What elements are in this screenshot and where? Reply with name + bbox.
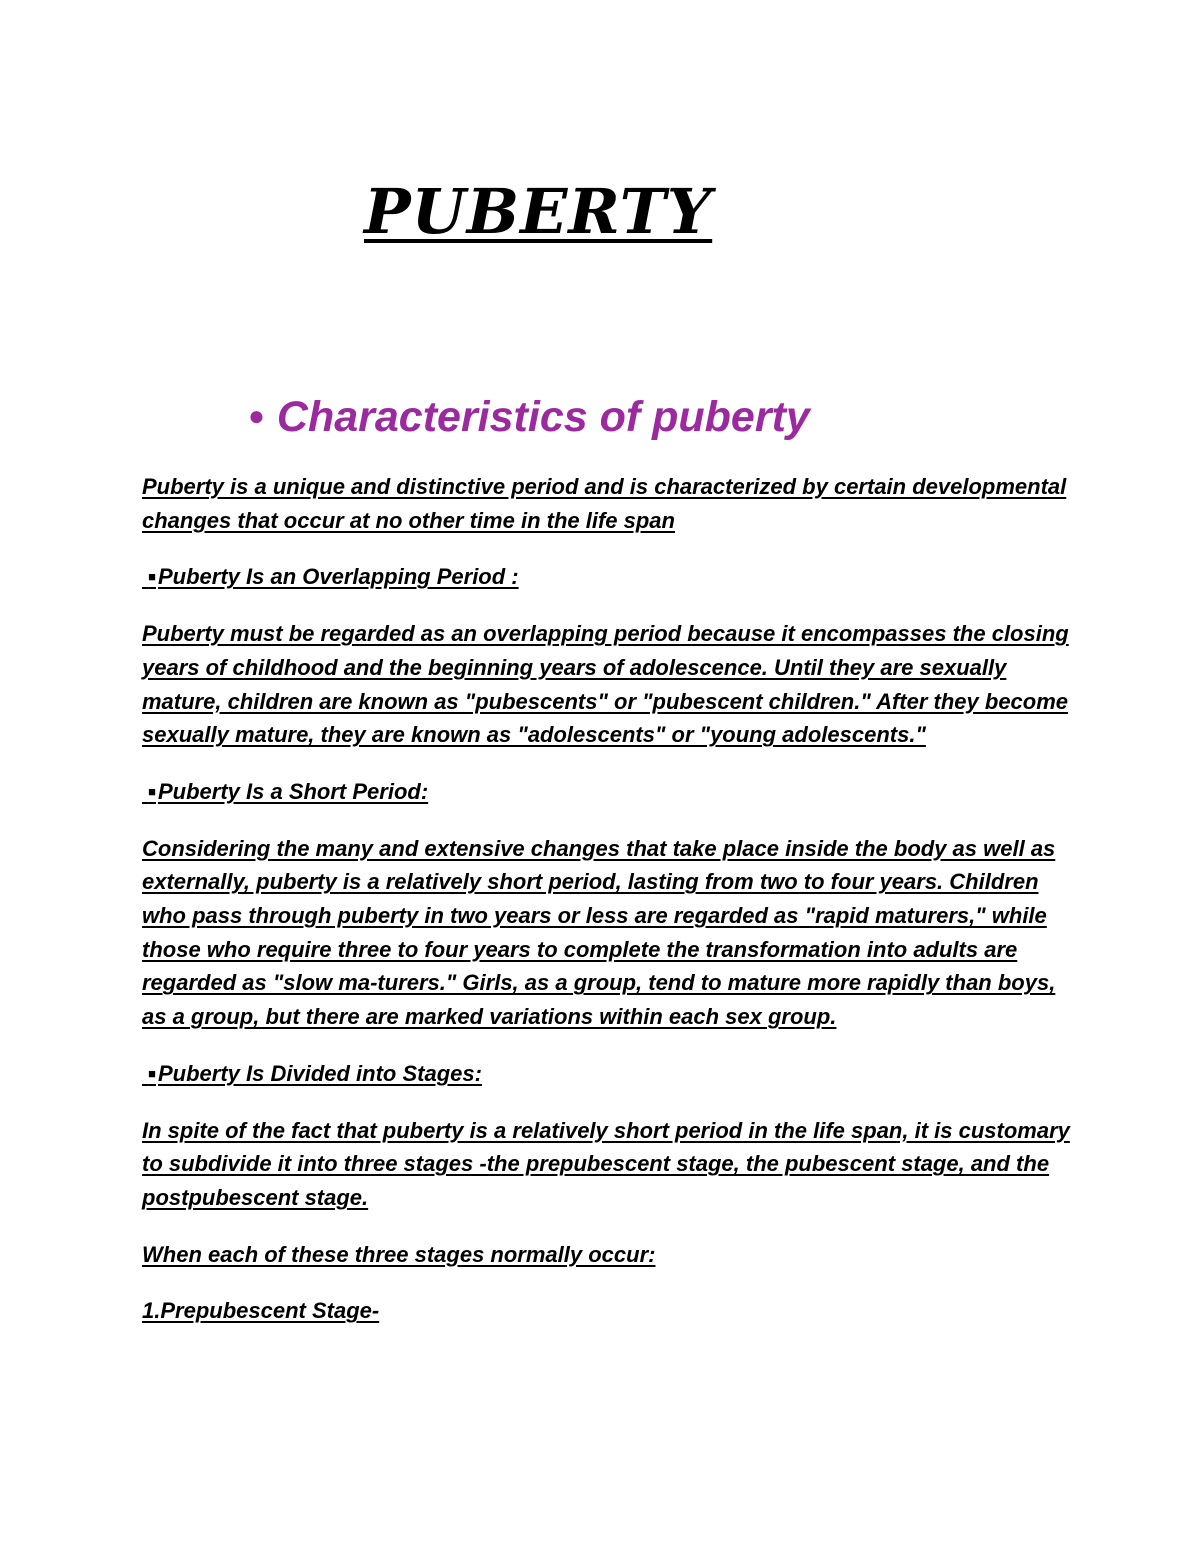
subheading-short-period [142,775,1072,809]
paragraph-short-period: Considering the many and extensive changes that take place inside the body as well as externally, puberty is a relatively short period, lasting from two to four years. Children who pass through puberty in two years or less are regarded as "rapid maturers," while those who require three to four years to complete the transformation into adults are regarded as "slow ma-turers." Girls, as a group, tend to mature more rapidly than boys, as a group, but there are marked variations within each sex group. [142,835,1056,1030]
document-title: PUBERTY [364,175,713,248]
stages-intro-line: When each of these three stages normally occur: [142,1241,656,1267]
paragraph-divided-into-stages: In spite of the fact that puberty is a relatively short period in the life span, it is customary to subdivide it into three stages -the prepubescent stage, the pubescent stage, and the postpubescent stage. [142,1117,1070,1210]
stage-1-label: 1.Prepubescent Stage- [142,1298,380,1324]
subheading-overlapping-period [142,560,1072,594]
square-bullet-icon: ■ [148,1065,156,1081]
square-bullet-icon: ■ [148,569,156,585]
subheading-divided-into-stages [142,1057,1072,1091]
subheading-text: Puberty Is a Short Period: [157,778,429,804]
subheading-text: Puberty Is an Overlapping Period : [157,564,519,590]
subheading-text: Puberty Is Divided into Stages: [157,1060,482,1086]
document-body [142,470,1072,1351]
bullet-icon: ● [248,400,265,431]
paragraph-overlapping-period: Puberty must be regarded as an overlapping period because it encompasses the closing years of childhood and the beginning years of adolescence. Until they are sexually mature, children are known as "pubescents" or "pubescent children." After they become sexually mature, they are known as "adolescents" or "young adolescents." [142,621,1069,748]
square-bullet-icon: ■ [148,783,156,799]
intro-paragraph: Puberty is a unique and distinctive period and is characterized by certain developmental changes that occur at no other time in the life span [142,474,1067,533]
section-heading-text: Characteristics of puberty [276,393,810,441]
section-heading [248,386,810,447]
